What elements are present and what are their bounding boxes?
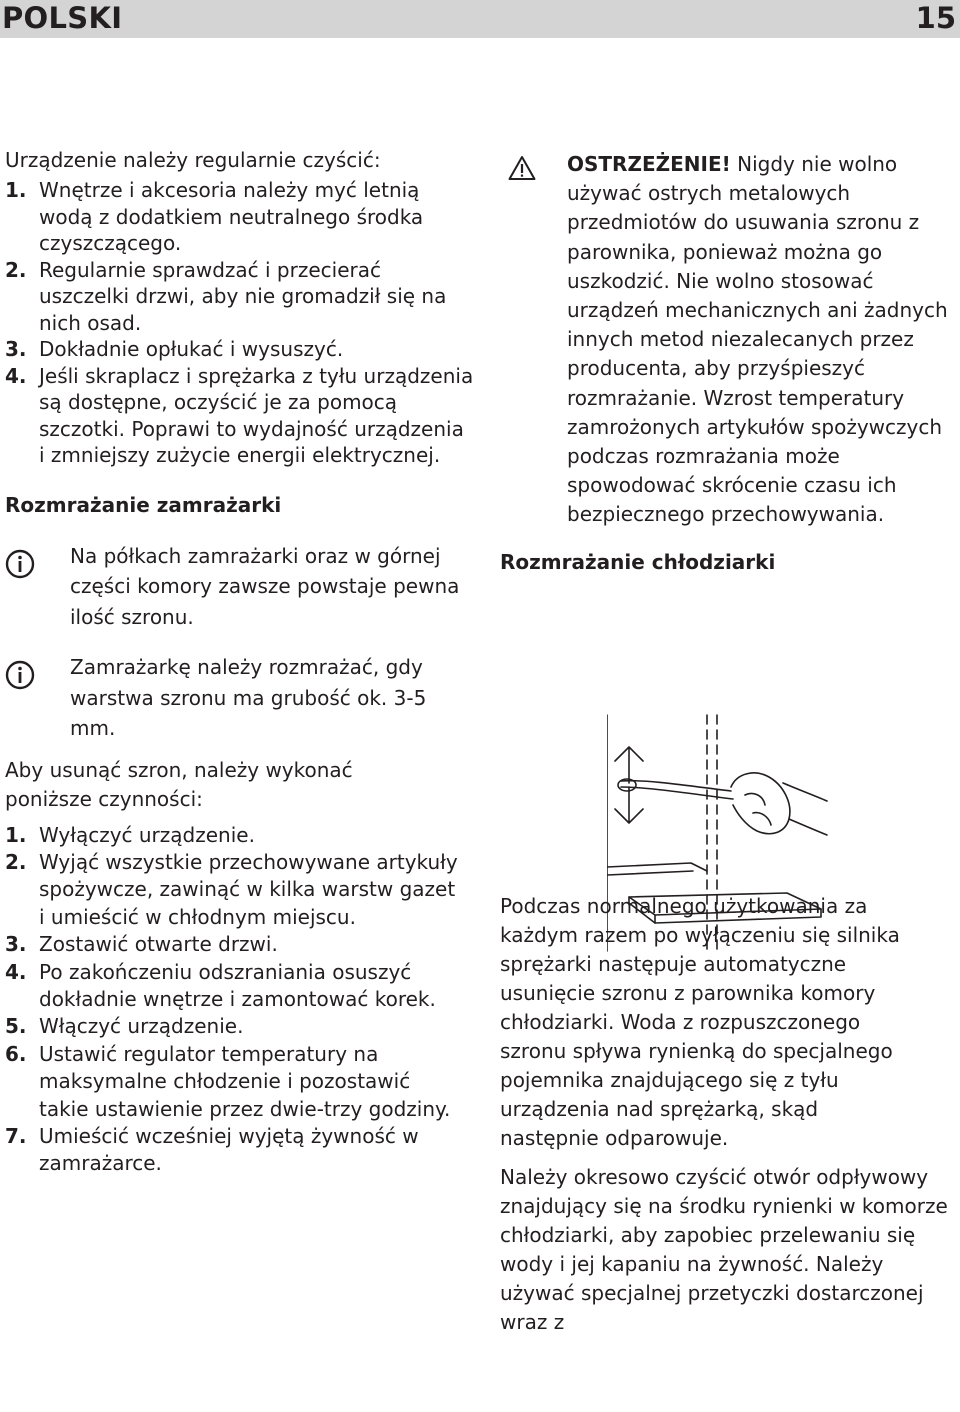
- left-column: [5, 146, 475, 1178]
- list-item: 7. Umieścić wcześniej wyjętą żywność w zamrażarce.: [5, 1123, 419, 1176]
- defrost-steps-intro: Aby usunąć szron, należy wykonać poniższe czynności:: [5, 757, 353, 811]
- info-note-frost: Na półkach zamrażarki oraz w górnej części komory zawsze powstaje pewna ilość szronu.: [5, 541, 475, 633]
- cleaning-intro: Urządzenie należy regularnie czyścić:: [5, 148, 381, 172]
- list-item: 1. Wnętrze i akcesoria należy myć letnią wodą z dodatkiem neutralnego środka czyszczącego.: [5, 178, 424, 255]
- fridge-defrost-heading: Rozmrażanie chłodziarki: [500, 549, 776, 574]
- warning-block: [500, 150, 958, 530]
- list-item: 2. Regularnie sprawdzać i przecierać uszczelki drzwi, aby nie gromadził się na nich osad.: [5, 257, 447, 335]
- language-label: POLSKI: [2, 1, 123, 35]
- list-item: 4. Po zakończeniu odszraniania osuszyć dokładnie wnętrze i zamontować korek.: [5, 959, 436, 1011]
- list-item: 3. Zostawić otwarte drzwi.: [5, 932, 278, 957]
- defrost-drain-illustration: [607, 713, 829, 955]
- info-note-thickness: Zamrażarkę należy rozmrażać, gdy warstwa szronu ma grubość ok. 3-5 mm.: [5, 652, 475, 744]
- freezer-defrost-heading: Rozmrażanie zamrażarki: [5, 492, 282, 517]
- warning-text: Nigdy nie wolno używać ostrych metalowych przedmiotów do usuwania szronu z parownika, ponieważ można go uszkodzić. Nie wolno stosować urządzeń mechanicznych ani żadnych innych metod niezalecanych przez producenta, aby przyśpieszyć rozmrażanie. Wzrost temperatury zamrożonych artykułów spożywczych podczas rozmrażania może spowodować skrócenie czasu ich bezpiecznego przechowywania.: [567, 152, 948, 527]
- list-item: 6. Ustawić regulator temperatury na maksymalne chłodzenie i pozostawić takie ustawienie przez dwie-trzy godziny.: [5, 1041, 451, 1121]
- info-icon: [5, 660, 35, 690]
- defrost-steps-list: [5, 822, 465, 1178]
- info-icon: [5, 549, 35, 579]
- list-item: 5. Włączyć urządzenie.: [5, 1014, 244, 1039]
- list-item: 1. Wyłączyć urządzenie.: [5, 822, 255, 847]
- list-item: 2. Wyjąć wszystkie przechowywane artykuły spożywcze, zawinąć w kilka warstw gazet i umieścić w chłodnym miejscu.: [5, 849, 458, 929]
- fridge-paragraph-1: Podczas normalnego użytkowania za każdym razem po wyłączeniu się silnika sprężarki następuje automatyczne usunięcie szronu z parownika komory chłodziarki. Woda z rozpuszczonego szronu spływa rynienką do specjalnego pojemnika znajdującego się z tyłu urządzenia nad sprężarką, skąd następnie odparowuje.: [500, 893, 900, 1150]
- page-header: [0, 0, 960, 38]
- warning-triangle-icon: [508, 155, 536, 181]
- list-item: 4. Jeśli skraplacz i sprężarka z tyłu urządzenia są dostępne, oczyścić je za pomocą szczotki. Poprawi to wydajność urządzenia i zmniejszy zużycie energii elektrycznej.: [5, 363, 474, 467]
- list-item: 3. Dokładnie opłukać i wysuszyć.: [5, 337, 344, 361]
- cleaning-steps-list: [5, 177, 475, 469]
- fridge-paragraph-2: Należy okresowo czyścić otwór odpływowy znajdujący się na środku rynienki w komorze chłodziarki, aby zapobiec przelewaniu się wody i jej kapaniu na żywność. Należy używać specjalnej przetyczki dostarczonej wraz z: [500, 1164, 948, 1334]
- warning-label: OSTRZEŻENIE!: [567, 152, 731, 176]
- page-number: 15: [915, 1, 956, 35]
